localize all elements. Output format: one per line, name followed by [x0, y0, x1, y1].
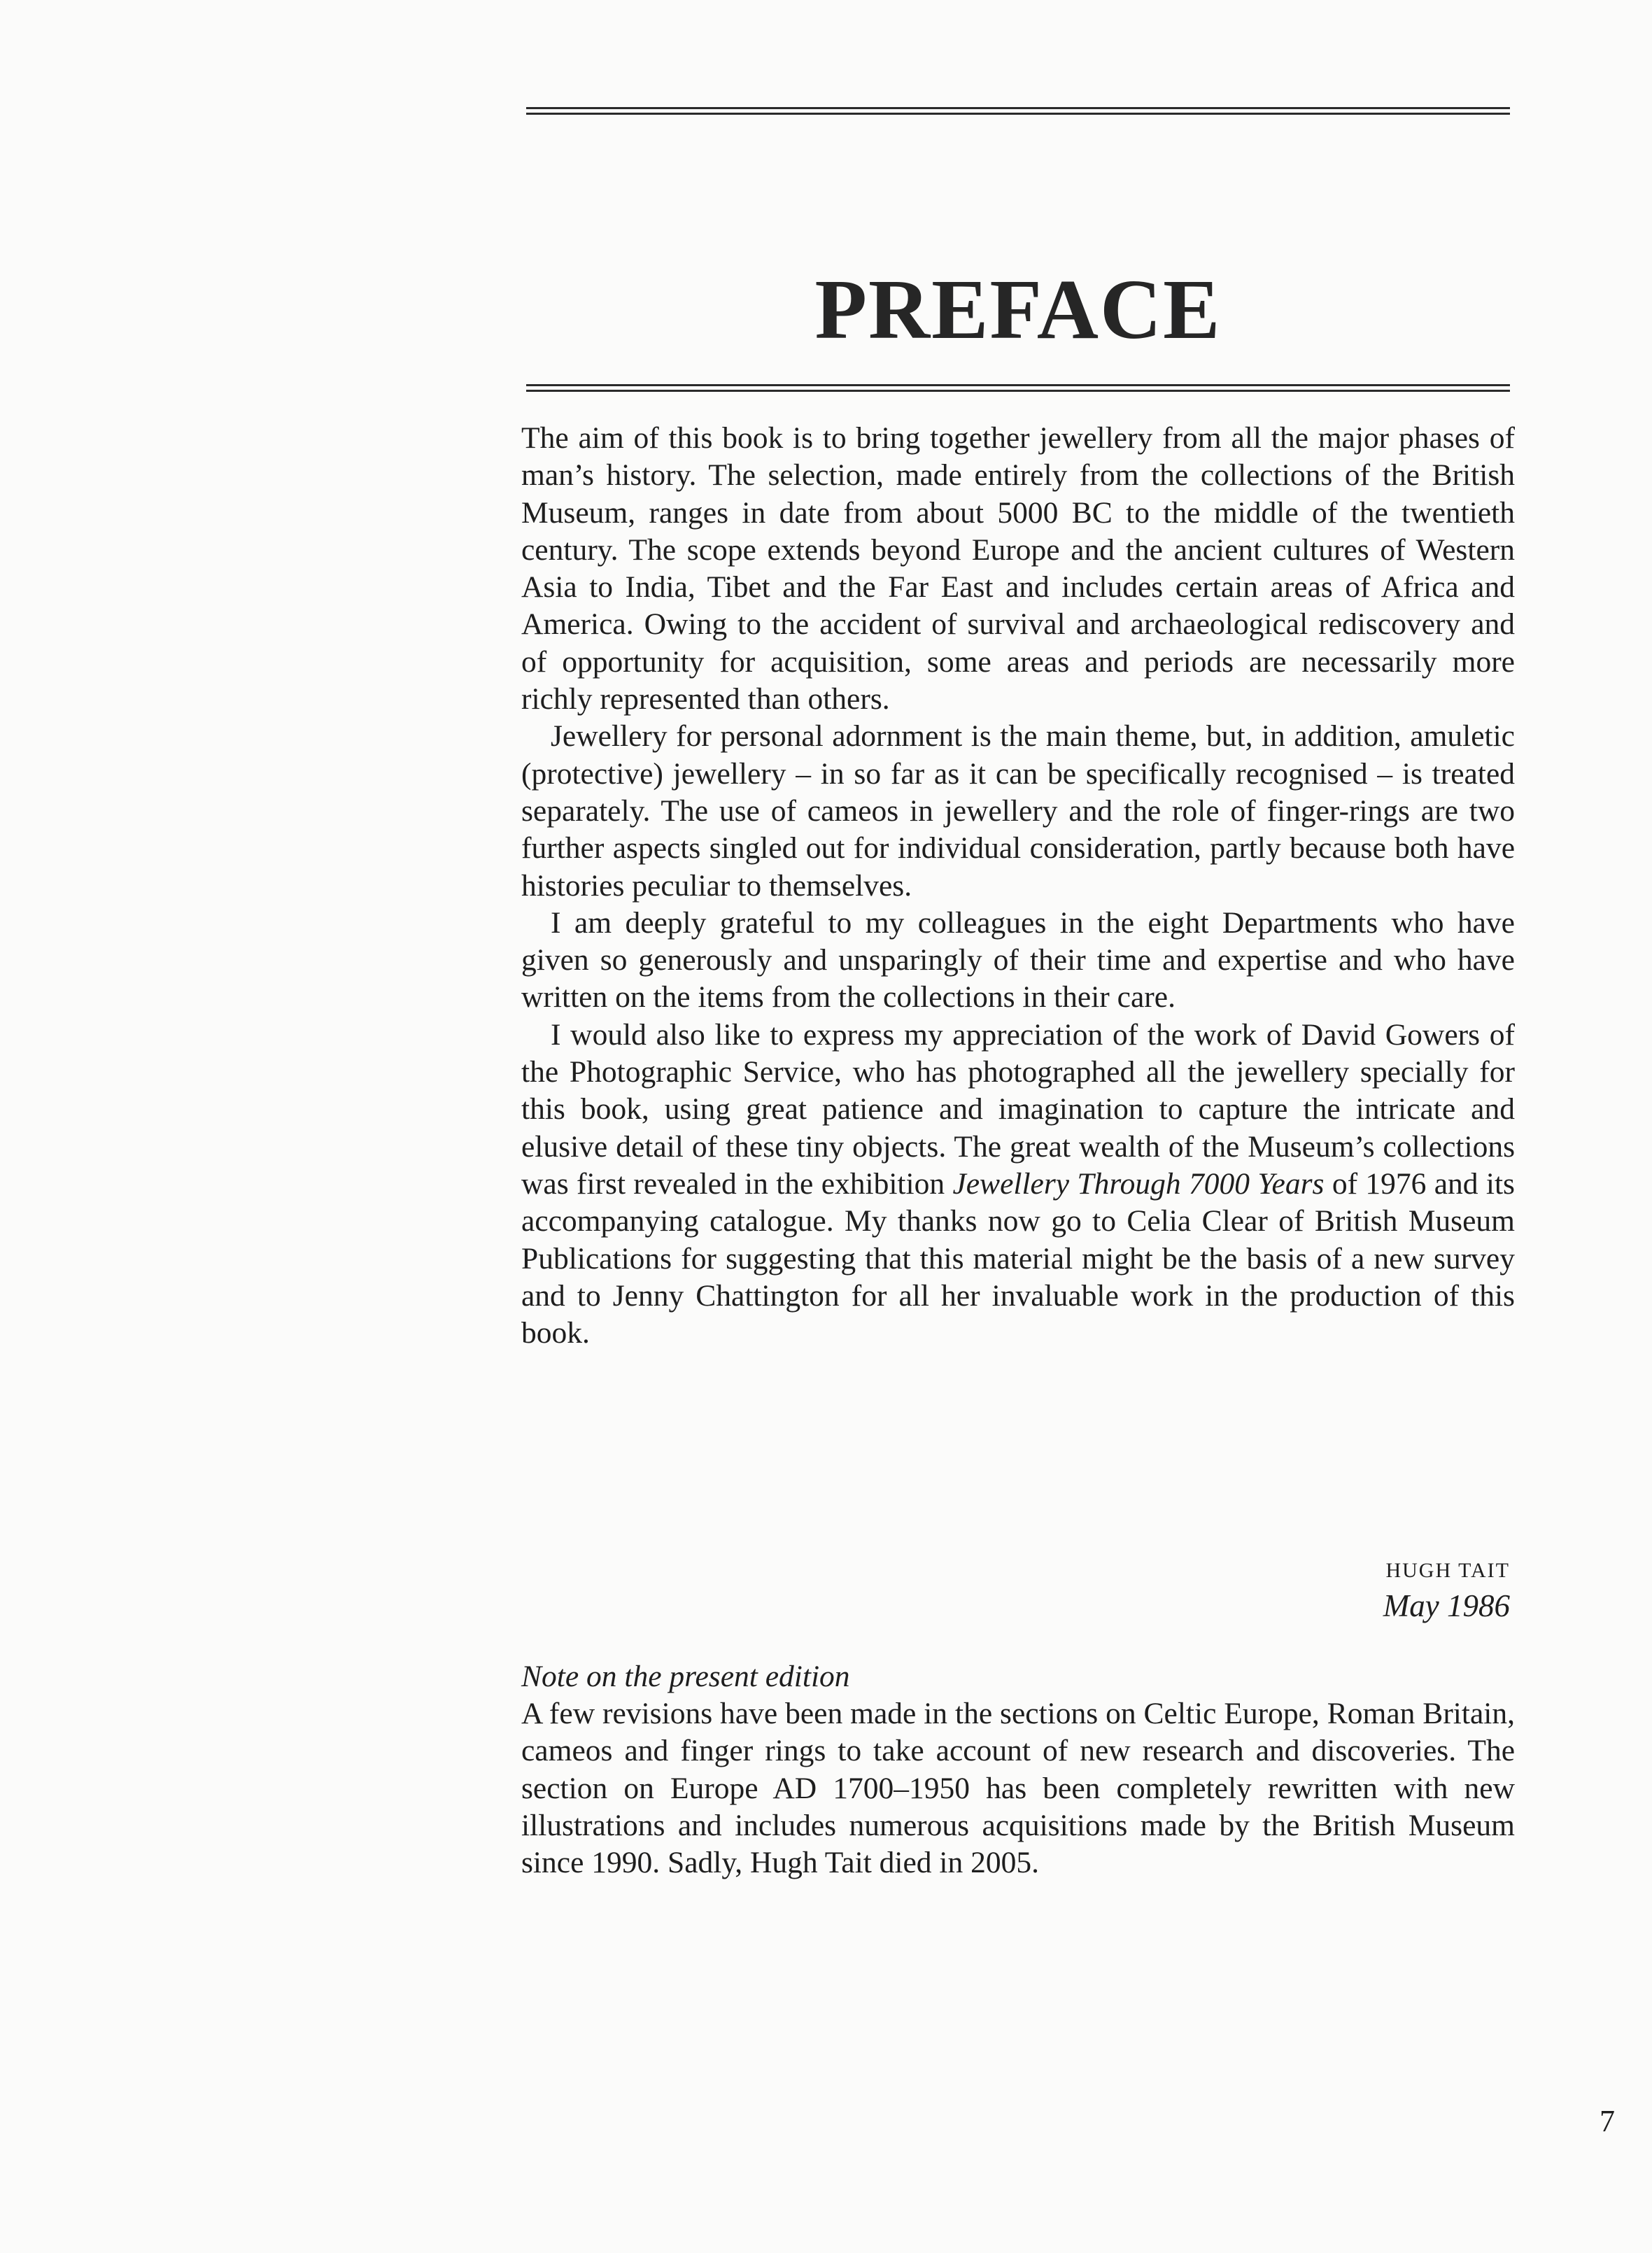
preface-paragraph: The aim of this book is to bring together jewellery from all the major phases of man’s history. The selection, made entirely from the collections of the British Museum, ranges in date from about 5000 BC to the middle of the twentieth century. The scope extends beyond Europe and the ancient cultures of Western Asia to India, Tibet and the Far East and includes certain areas of Africa and America. Owing to the accident of survival and archaeological rediscovery and of opportunity for acquisition, some areas and periods are necessarily more richly represented than others.	[521, 421, 1515, 716]
signature-date: May 1986	[1383, 1588, 1510, 1623]
top-double-rule	[526, 107, 1510, 115]
page-number: 7	[1600, 2104, 1615, 2138]
exhibition-title: Jewellery Through 7000 Years	[952, 1166, 1325, 1201]
preface-paragraph: Jewellery for personal adornment is the main theme, but, in addition, amuletic (protective) jewellery – in so far as it can be specifically recognised – is treated separately. The use of cameos in jewellery and the role of finger-rings are two further aspects singled out for individual consideration, partly because both have histories peculiar to themselves.	[521, 719, 1515, 903]
page-title: PREFACE	[814, 262, 1222, 357]
author-name: HUGH TAIT	[1385, 1559, 1510, 1582]
paragraph-text: I would also like to express my appreciation of the work of David Gowers of the Photographic Service, who has photographed all the jewellery specially for this book, using great patience and imagination to capture the intricate and elusive detail of these tiny objects. The great wealth of the Museum’s collections was first revealed in the exhibition	[521, 1017, 1515, 1201]
preface-body	[521, 420, 1515, 1352]
note-body	[521, 1695, 1515, 1881]
author-signature	[1383, 1555, 1510, 1625]
note-heading: Note on the present edition	[521, 1660, 850, 1693]
paragraph-text: of 1976 and its accompanying catalogue. My thanks now go to Celia Clear of British Museum Publications for suggesting that this material might be the basis of a new survey and to Jenny Chattington for all her invaluable work in the production of this book.	[521, 1166, 1515, 1350]
preface-paragraph	[521, 1017, 1515, 1352]
preface-paragraph: I am deeply grateful to my colleagues in the eight Departments who have given so generously and unsparingly of their time and expertise and who have written on the items from the collections in their care.	[521, 905, 1515, 1015]
note-paragraph: A few revisions have been made in the sections on Celtic Europe, Roman Britain, cameos and finger rings to take account of new research and discoveries. The section on Europe AD 1700–1950 has been completely rewritten with new illustrations and includes numerous acquisitions made by the British Museum since 1990. Sadly, Hugh Tait died in 2005.	[521, 1697, 1515, 1880]
title-underline-double-rule	[526, 384, 1510, 393]
